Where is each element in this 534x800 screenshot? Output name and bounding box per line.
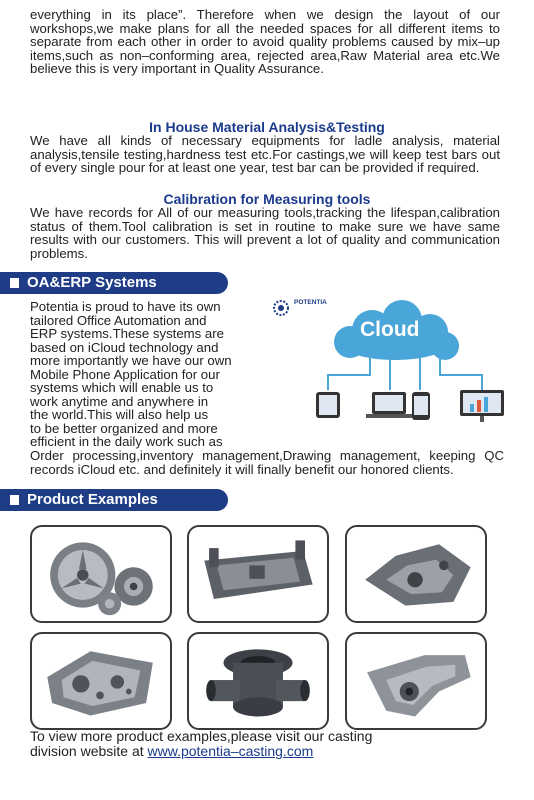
arm-casting-image — [347, 634, 485, 728]
square-bullet-icon — [10, 495, 19, 505]
product-pipe-fitting — [187, 632, 329, 730]
square-bullet-icon — [10, 278, 19, 288]
connector-lines — [328, 358, 482, 390]
tablet-icon — [316, 392, 340, 418]
product-examples-heading: Product Examples — [0, 489, 228, 511]
monitor-icon — [460, 390, 504, 422]
calibration-title: Calibration for Measuring tools — [163, 191, 371, 207]
intro-paragraph: everything in its place”. Therefore when we design the layout of our workshops,we make plans for all the needed spaces for all different items to separate from each other in order to avoid quality problems caused by mix–up items,such as non–conforming area, rejected area,Raw Material area etc.We believe this is very important in Quality Assurance. — [30, 7, 500, 77]
oa-erp-body-wide: Order processing,inventory management,Drawing management, keeping QC records iCloud etc. and definitely it will finally benefit our honored clients. — [30, 448, 504, 477]
website-link[interactable]: www.potentia–casting.com — [147, 743, 314, 759]
analysis-body: We have all kinds of necessary equipments for ladle analysis, material analysis,tensile testing,hardness test etc.For castings,we will keep test bars out of every single pour for at least one year, test bar can be provided if required. — [30, 133, 500, 176]
frame-casting-image — [189, 527, 327, 621]
oa-erp-heading: OA&ERP Systems — [0, 272, 228, 294]
pipe-fitting-image — [189, 634, 327, 728]
product-pulley-wheels — [30, 525, 172, 623]
housing-cover-image — [32, 634, 170, 728]
laptop-icon — [366, 392, 412, 418]
product-bracket-casting — [345, 525, 487, 623]
calibration-body: We have records for All of our measuring tools,tracking the lifespan,calibration status of them.Tool calibration is set in routine to make sure we have same results with our customers. This will prevent a lot of quality and communication problems. — [30, 205, 500, 261]
cloud-label: Cloud — [360, 318, 420, 341]
pulley-wheels-image — [32, 527, 170, 621]
logo-text: POTENTIA — [294, 299, 327, 306]
bracket-casting-image — [347, 527, 485, 621]
cloud-diagram — [300, 300, 515, 425]
product-arm-casting — [345, 632, 487, 730]
phone-icon — [412, 392, 430, 420]
footer-text: To view more product examples,please visit our casting division website at www.potentia–casting.com — [30, 728, 373, 759]
analysis-title: In House Material Analysis&Testing — [149, 119, 385, 135]
oa-erp-body: Potentia is proud to have its own tailored Office Automation and ERP systems.These systems are based on iCloud technology and more importantly we have our own Mobile Phone Application for our systems which will enable us to work anytime and anywhere in the world.This will also help us to be better organized and more efficient in the daily work such as — [30, 299, 232, 449]
product-frame-casting — [187, 525, 329, 623]
product-housing-cover — [30, 632, 172, 730]
